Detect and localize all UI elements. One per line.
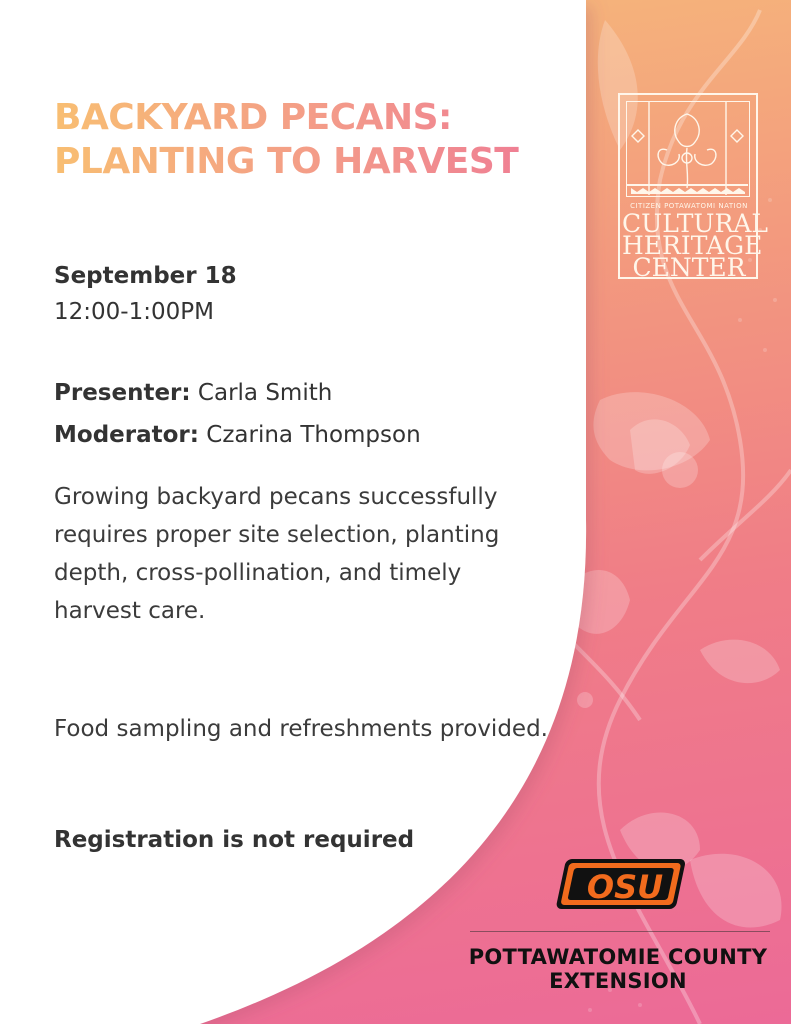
- date-time-block: [54, 258, 237, 330]
- people-block: [54, 372, 421, 456]
- moderator-name: Czarina Thompson: [206, 422, 421, 448]
- presenter-row: [54, 372, 421, 414]
- heritage-logo-emblem: [626, 101, 750, 197]
- heritage-word-center: CENTER: [632, 253, 746, 282]
- cultural-heritage-center-logo: [618, 93, 768, 282]
- event-date: September 18: [54, 263, 237, 289]
- food-note: Food sampling and refreshments provided.: [54, 716, 548, 742]
- extension-line-1: POTTAWATOMIE COUNTY: [468, 945, 768, 969]
- title-line-1: BACKYARD PECANS:: [54, 97, 452, 138]
- registration-note: Registration is not required: [54, 827, 415, 853]
- title-line-2: PLANTING TO HARVEST: [54, 141, 519, 182]
- presenter-label: Presenter:: [54, 380, 191, 406]
- nation-line: CITIZEN POTAWATOMI NATION: [630, 202, 748, 210]
- event-time: 12:00-1:00PM: [54, 299, 214, 325]
- moderator-row: [54, 414, 421, 456]
- floral-emblem-icon: [627, 102, 748, 195]
- heritage-word-heritage: HERITAGE: [622, 231, 763, 260]
- osu-logo: [553, 855, 688, 913]
- moderator-label: Moderator:: [54, 422, 199, 448]
- event-title: [54, 96, 574, 184]
- extension-divider: [470, 931, 770, 932]
- event-description: Growing backyard pecans successfully requires proper site selection, planting depth, cross-pollination, and timely harvest care.: [54, 484, 500, 624]
- osu-mark-text: OSU: [586, 868, 664, 906]
- heritage-word-cultural: CULTURAL: [622, 209, 768, 238]
- presenter-name: Carla Smith: [197, 380, 333, 406]
- extension-line-2: EXTENSION: [549, 969, 687, 993]
